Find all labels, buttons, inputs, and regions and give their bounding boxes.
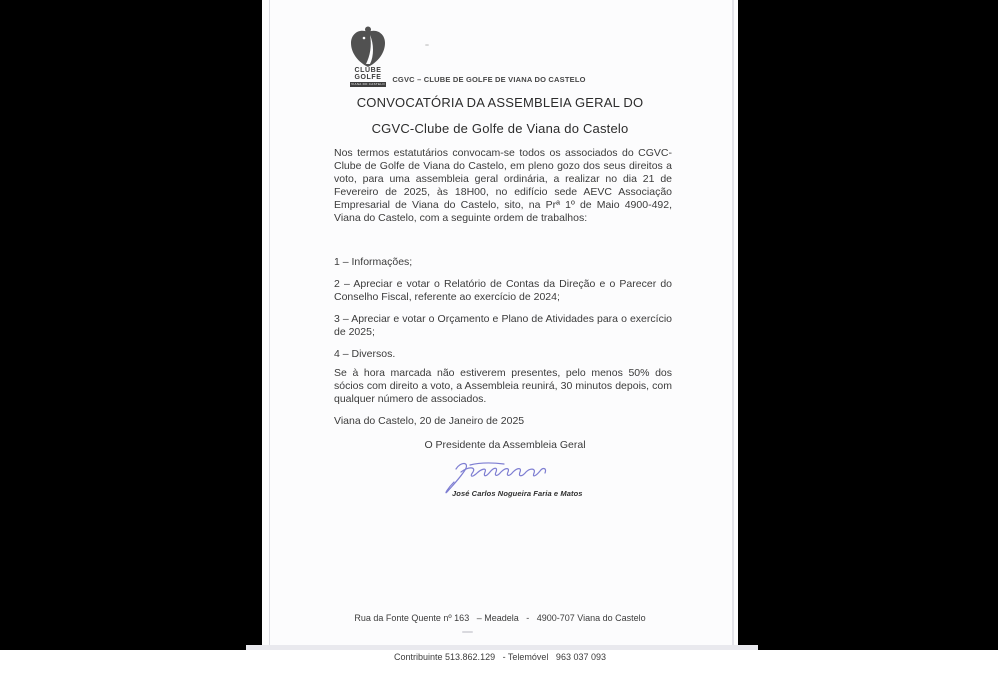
- footer-contact: [262, 586, 738, 690]
- logo-caption: VIANA DO CASTELO: [351, 82, 385, 86]
- signatory-name: José Carlos Nogueira Faria e Matos: [452, 489, 583, 498]
- agenda-item-4: 4 – Diversos.: [334, 348, 396, 360]
- agenda-item-2: 2 – Apreciar e votar o Relatório de Contas da Direção e o Parecer do Conselho Fiscal, referente ao exercício de 2024;: [334, 278, 672, 303]
- document-title-line1: CONVOCATÓRIA DA ASSEMBLEIA GERAL DO: [356, 95, 644, 110]
- logo-word-1: CLUBE: [354, 67, 382, 74]
- scan-bottom-edge: [246, 645, 758, 650]
- viana-heart-golfer-icon: [348, 26, 388, 68]
- organization-name-line: CGVC – CLUBE DE GOLFE DE VIANA DO CASTELO: [392, 75, 586, 84]
- footer-contact-line: Contribuinte 513.862.129 - Telemóvel 963 037 093: [394, 652, 606, 662]
- footer-address-line: Rua da Fonte Quente nº 163 – Meadela - 4900-707 Viana do Castelo: [354, 613, 646, 623]
- scan-artifact: [425, 44, 429, 46]
- scan-smudge: [462, 631, 473, 633]
- document-page: [262, 0, 738, 662]
- agenda-item-3: 3 – Apreciar e votar o Orçamento e Plano de Atividades para o exercício de 2025;: [334, 313, 672, 338]
- document-title-line2: CGVC-Clube de Golfe de Viana do Castelo: [371, 121, 629, 136]
- logo-word-2: GOLFE: [354, 73, 382, 81]
- place-date-line: Viana do Castelo, 20 de Janeiro de 2025: [334, 415, 525, 427]
- agenda-item-1: 1 – Informações;: [334, 256, 413, 268]
- agenda-list: [334, 256, 672, 370]
- quorum-paragraph: Se à hora marcada não estiverem presentes, pelo menos 50% dos sócios com direito a voto, a Assembleia reunirá, 30 minutos depois, com qualquer número de associados.: [334, 367, 672, 405]
- signatory-title: O Presidente da Assembleia Geral: [424, 439, 586, 451]
- intro-paragraph: Nos termos estatutários convocam-se todos os associados do CGVC-Clube de Golfe de Viana do Castelo, em pleno gozo dos seus direitos a voto, para uma assembleia geral ordinária, a realizar no dia 21 de Fevereiro de 2025, às 18H00, no edifício sede AEVC Associação Empresarial de Viana do Castelo, sito, na Prª 1º de Maio 4900-492, Viana do Castelo, com a seguinte ordem de trabalhos:: [334, 147, 672, 224]
